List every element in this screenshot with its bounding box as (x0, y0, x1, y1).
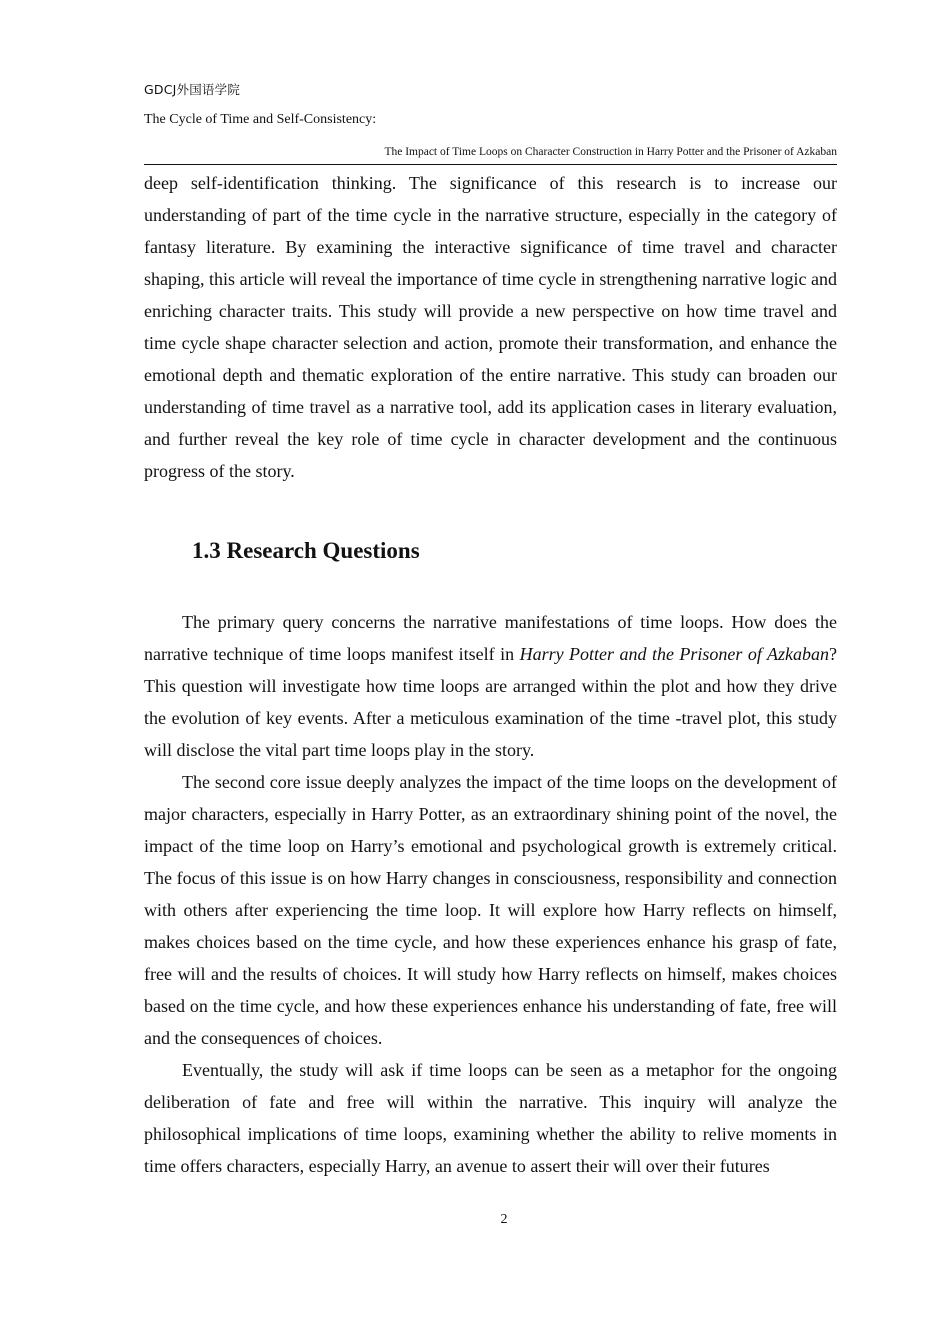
section-heading: 1.3 Research Questions (192, 538, 420, 563)
paragraph-1-text-after: ? This question will investigate how time loops are arranged within the plot and how they drive the evolution of key events. After a meticulous examination of the time -travel plot, this study will disclose the vital part time loops play in the story. (144, 644, 837, 760)
research-questions-body (144, 606, 837, 1182)
research-question-paragraph-3: Eventually, the study will ask if time loops can be seen as a metaphor for the ongoing deliberation of fate and free will within the narrative. This inquiry will analyze the philosophical implications of time loops, examining whether the ability to relive moments in time offers characters, especially Harry, an avenue to assert their will over their futures (144, 1060, 837, 1176)
intro-paragraph-block (144, 167, 837, 487)
research-question-paragraph-1 (144, 606, 837, 766)
page-number: 2 (500, 1212, 508, 1227)
header-title: The Cycle of Time and Self-Consistency: (144, 112, 377, 127)
intro-paragraph: deep self-identification thinking. The significance of this research is to increase our understanding of part of the time cycle in the narrative structure, especially in the category of fantasy literature. By examining the interactive significance of time travel and character shaping, this article will reveal the importance of time cycle in strengthening narrative logic and enriching character traits. This study will provide a new perspective on how time travel and time cycle shape character selection and action, promote their transformation, and enhance the emotional depth and thematic exploration of the entire narrative. This study can broaden our understanding of time travel as a narrative tool, add its application cases in literary evaluation, and further reveal the key role of time cycle in character development and the continuous progress of the story. (144, 173, 837, 481)
book-title: Harry Potter and the Prisoner of Azkaban (519, 644, 829, 664)
header-subtitle: The Impact of Time Loops on Character Construction in Harry Potter and the Prisoner of Azkaban (384, 146, 837, 158)
research-question-paragraph-2: The second core issue deeply analyzes the impact of the time loops on the development of major characters, especially in Harry Potter, as an extraordinary shining point of the novel, the impact of the time loop on Harry’s emotional and psychological growth is extremely critical. The focus of this issue is on how Harry changes in consciousness, responsibility and connection with others after experiencing the time loop. It will explore how Harry reflects on himself, makes choices based on the time cycle, and how these experiences enhance his grasp of fate, free will and the results of choices. It will study how Harry reflects on himself, makes choices based on the time cycle, and how these experiences enhance his understanding of fate, free will and the consequences of choices. (144, 772, 837, 1048)
header-divider (144, 164, 837, 165)
paragraph-1-text-before: The primary query concerns the narrative manifestations of time loops. How does the narrative technique of time loops manifest itself in (144, 612, 837, 664)
header-institution: GDCJ外国语学院 (144, 82, 241, 97)
